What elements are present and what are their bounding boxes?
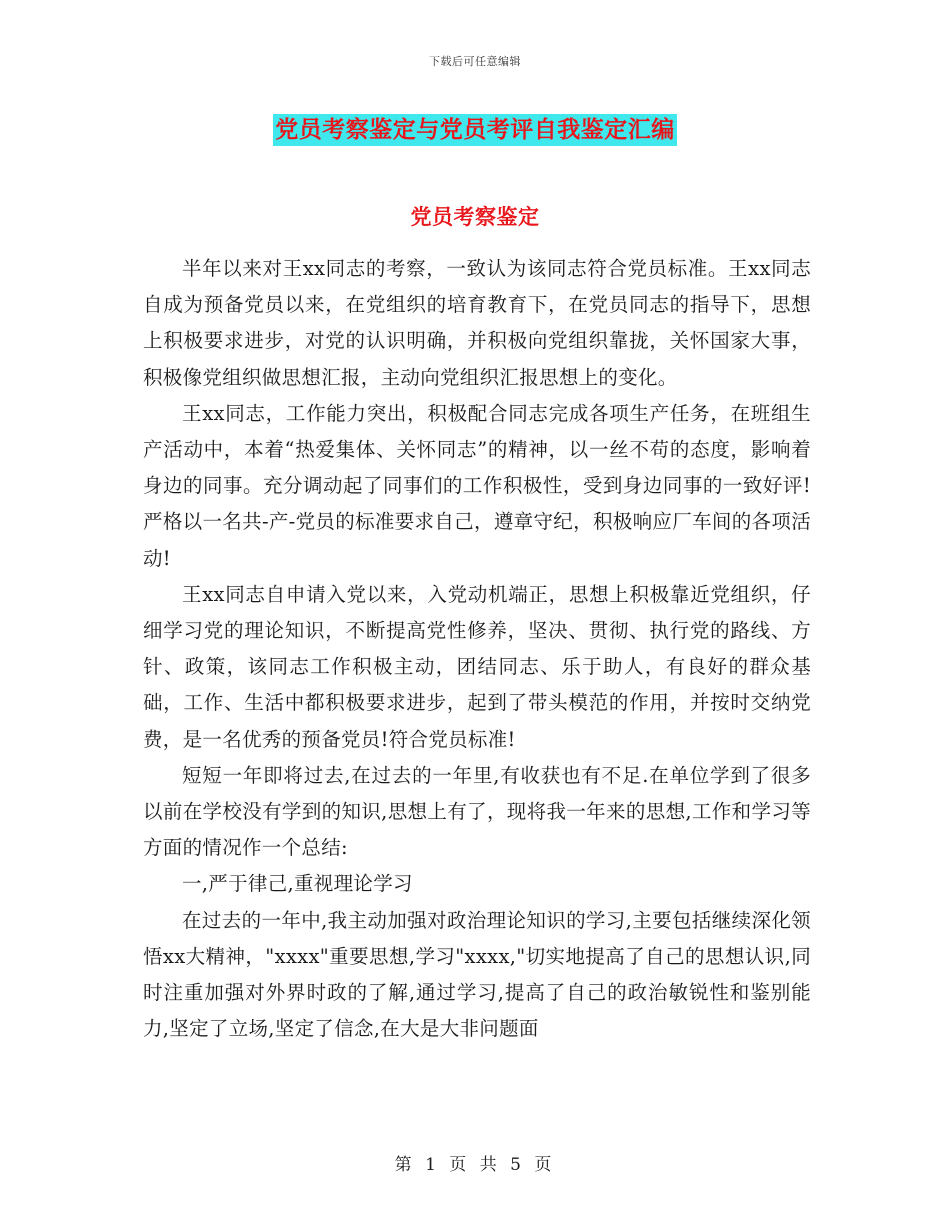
paragraph: 王xx同志，工作能力突出，积极配合同志完成各项生产任务，在班组生产活动中，本着“热爱集体、关怀同志”的精神，以一丝不苟的态度，影响着身边的同事。充分调动起了同事们的工作积极性，受到身边同事的一致好评!严格以一名共-产-党员的标准要求自己，遵章守纪，积极响应厂车间的各项活动! [143,401,811,570]
header-note: 下载后可任意编辑 [429,55,521,68]
page-footer: 第 1 页 共 5 页 [394,1155,556,1175]
document-body [143,251,811,1047]
section-title: 党员考察鉴定 [410,205,540,229]
paragraph: 王xx同志自申请入党以来，入党动机端正，思想上积极靠近党组织，仔细学习党的理论知识，不断提高党性修养，坚决、贯彻、执行党的路线、方针、政策，该同志工作积极主动，团结同志、乐于助人，有良好的群众基础，工作、生活中都积极要求进步，起到了带头模范的作用，并按时交纳党费，是一名优秀的预备党员!符合党员标准! [143,582,811,751]
paragraph: 在过去的一年中,我主动加强对政治理论知识的学习,主要包括继续深化领悟xx大精神，"xxxx"重要思想,学习"xxxx,"切实地提高了自己的思想认识,同时注重加强对外界时政的了解,通过学习,提高了自己的政治敏锐性和鉴别能力,坚定了立场,坚定了信念,在大是大非问题面 [143,908,811,1041]
title-container [0,114,950,146]
paragraph: 短短一年即将过去,在过去的一年里,有收获也有不足.在单位学到了很多以前在学校没有学到的知识,思想上有了，现将我一年来的思想,工作和学习等方面的情况作一个总结: [143,763,811,860]
subheading: 一,严于律己,重视理论学习 [182,872,413,896]
document-title: 党员考察鉴定与党员考评自我鉴定汇编 [273,114,677,146]
paragraph: 半年以来对王xx同志的考察，一致认为该同志符合党员标准。王xx同志自成为预备党员以来，在党组织的培育教育下，在党员同志的指导下，思想上积极要求进步，对党的认识明确，并积极向党组织靠拢，关怀国家大事，积极像党组织做思想汇报，主动向党组织汇报思想上的变化。 [143,257,811,389]
